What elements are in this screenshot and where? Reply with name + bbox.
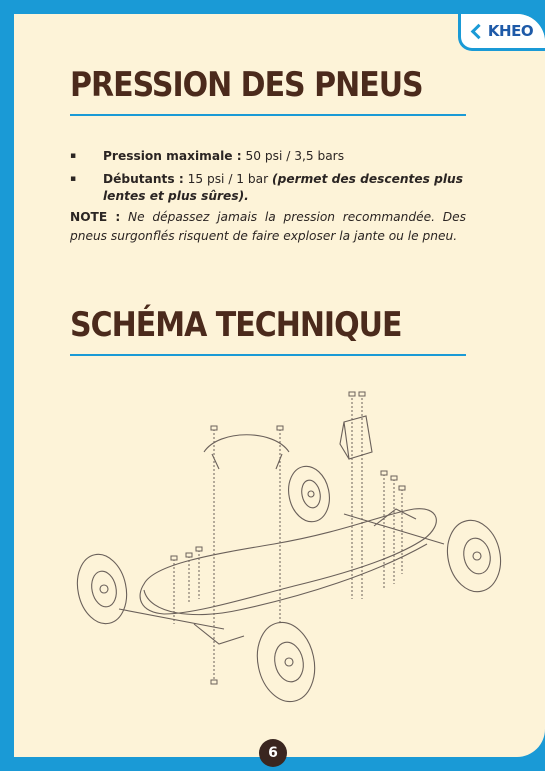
pressure-list (70, 148, 470, 211)
wheel-rear-left (284, 462, 335, 525)
front-binding (204, 435, 289, 469)
page-number: 6 (259, 739, 287, 767)
rear-binding (340, 416, 372, 459)
pressure-note (70, 208, 466, 246)
item-value: 15 psi / 1 bar (183, 172, 273, 186)
item-note: (permet des descentes plus lentes et plus sûres). (103, 172, 463, 203)
list-item (70, 148, 470, 165)
brand-logo (458, 14, 545, 51)
chevron-left-icon (471, 23, 487, 39)
list-item (70, 171, 470, 205)
manual-page (14, 14, 545, 761)
pressure-section-title: PRESSION DES PNEUS (70, 66, 423, 106)
item-label: Pression maximale : (103, 149, 242, 163)
schema-title-rule (70, 354, 466, 356)
logo-text: KHEO (487, 22, 534, 40)
schema-section-title: SCHÉMA TECHNIQUE (70, 306, 402, 346)
bullet-icon: ▪ (70, 174, 77, 184)
item-label: Débutants : (103, 172, 184, 186)
front-truck (119, 609, 244, 644)
note-label: NOTE : (70, 210, 121, 224)
note-text: Ne dépassez jamais la pression recommandée. Des pneus surgonflés risquent de faire exploser la jante ou le pneu. (70, 210, 466, 243)
exploded-board-diagram (44, 374, 514, 704)
bolt-guides (174, 394, 402, 684)
wheel-front-left (71, 550, 133, 628)
pressure-title-rule (70, 114, 466, 116)
bolt-heads (171, 392, 405, 684)
wheel-rear-right (441, 515, 507, 596)
item-value: 50 psi / 3,5 bars (241, 149, 345, 163)
bullet-icon: ▪ (70, 151, 77, 161)
wheel-front-right (250, 617, 321, 704)
